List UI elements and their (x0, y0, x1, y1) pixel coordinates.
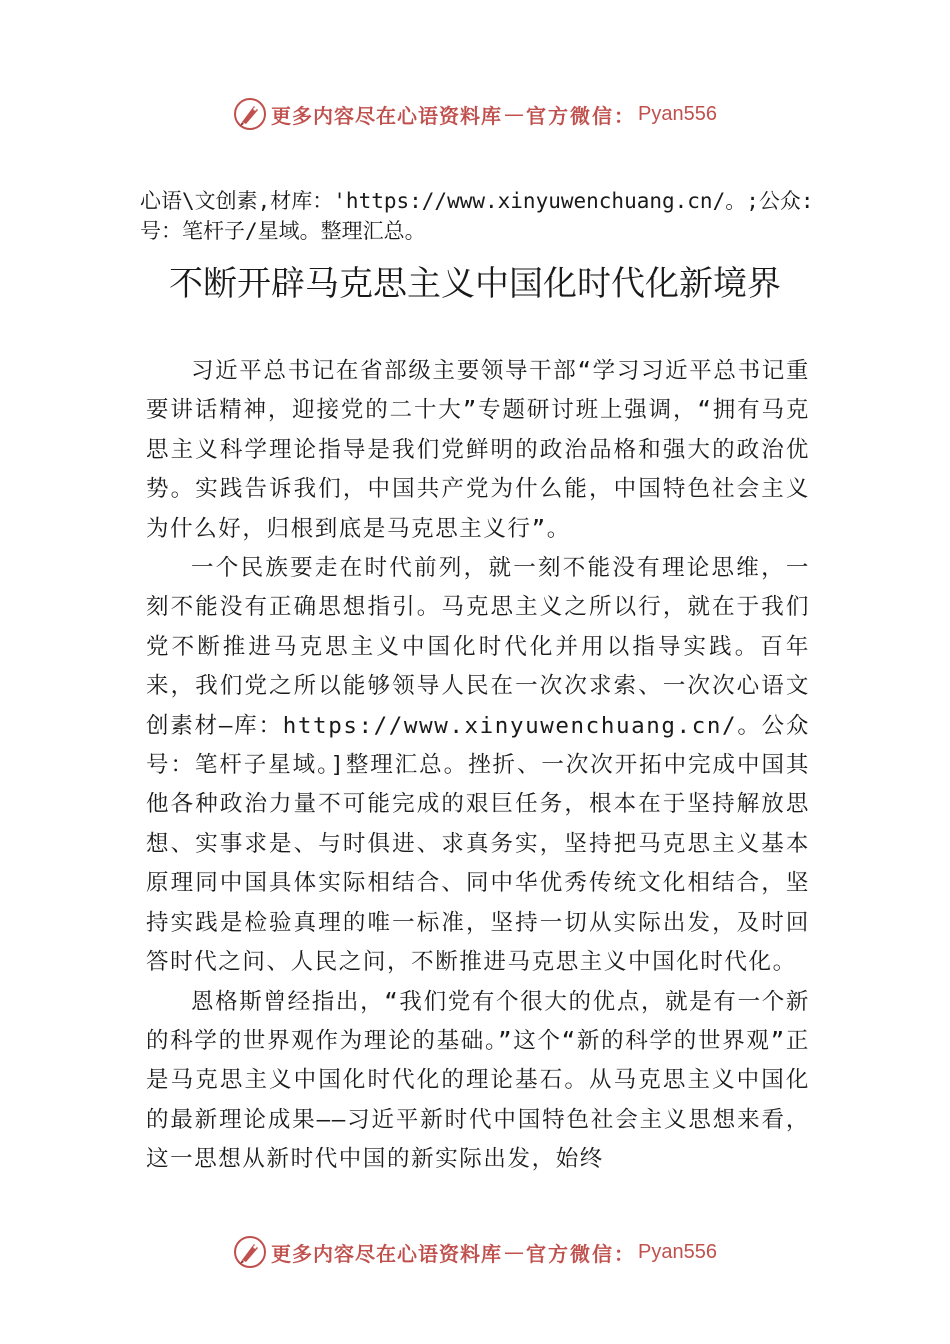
banner-separator: — (504, 102, 525, 126)
paragraph: 习近平总书记在省部级主要领导干部“学习习近平总书记重要讲话精神，迎接党的二十大”专题研讨班上强调，“拥有马克思主义科学理论指导是我们党鲜明的政治品格和强大的政治优势。实践告诉我们，中国共产党为什么能，中国特色社会主义为什么好，归根到底是马克思主义行”。 (146, 358, 810, 542)
paragraph: 恩格斯曾经指出，“我们党有个很大的优点，就是有一个新的科学的世界观作为理论的基础。”这个“新的科学的世界观”正是马克思主义中国化时代化的理论基石。从马克思主义中国化的最新理论成果——习近平新时代中国特色社会主义思想来看，这一思想从新时代中国的新实际出发，始终 (146, 988, 810, 1173)
article-body (146, 352, 810, 1180)
banner-tagline: 更多内容尽在心语资料库 (271, 103, 503, 128)
banner-wechat-id: Pyan556 (638, 102, 717, 125)
banner-wechat-label: 官方微信： (526, 1241, 637, 1266)
page-title: 不断开辟马克思主义中国化时代化新境界 (169, 264, 781, 304)
source-note: 心语\文创素,材库：'https://www.xinyuwenchuang.cn/。;公众:号：笔杆子/星域。整理汇总。 (140, 189, 814, 243)
banner-wechat-label: 官方微信： (526, 103, 637, 128)
pen-nib-logo-icon (233, 97, 267, 131)
pen-nib-logo-icon (233, 1235, 267, 1269)
banner-wechat-id: Pyan556 (638, 1240, 717, 1263)
footer-watermark-banner (0, 1232, 950, 1272)
banner-separator: — (504, 1240, 525, 1264)
header-watermark-banner (0, 94, 950, 134)
banner-tagline: 更多内容尽在心语资料库 (271, 1241, 503, 1266)
paragraph: 一个民族要走在时代前列，就一刻不能没有理论思维，一刻不能没有正确思想指引。马克思主义之所以行，就在于我们党不断推进马克思主义中国化时代化并用以指导实践。百年来，我们党之所以能够领导人民在一次次求索、一次次心语文创素材—库：https://www.xinyuwenchuang.cn/。公众号：笔杆子星域。]整理汇总。挫折、一次次开拓中完成中国其他各种政治力量不可能完成的艰巨任务，根本在于坚持解放思想、实事求是、与时俱进、求真务实，坚持把马克思主义基本原理同中国具体实际相结合、同中华优秀传统文化相结合，坚持实践是检验真理的唯一标准，坚持一切从实际出发，及时回答时代之问、人民之问，不断推进马克思主义中国化时代化。 (146, 555, 810, 976)
